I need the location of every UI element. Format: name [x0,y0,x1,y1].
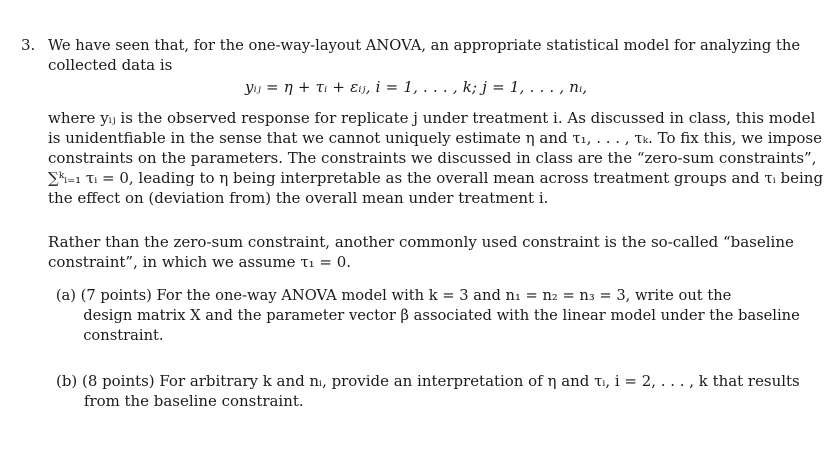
intro-line-2: collected data is [48,56,173,74]
part-a-line: constraint. [83,326,164,344]
paragraph-line: ∑ᵏᵢ₌₁ τᵢ = 0, leading to η being interpretable as the overall mean across treatment groups and τᵢ being [48,169,824,187]
paragraph-line: is unidentfiable in the sense that we cannot uniquely estimate η and τ₁, . . . , τₖ. To fix this, we impose [48,129,822,147]
problem-number: 3. [21,36,36,54]
part-a [48,285,817,345]
paragraph-baseline-constraint [48,232,794,272]
model-equation: yᵢⱼ = η + τᵢ + εᵢⱼ, i = 1, . . . , k; j = 1, . . . , nᵢ, [245,78,588,96]
part-a-line: (a) (7 points) For the one-way ANOVA model with k = 3 and n₁ = n₂ = n₃ = 3, write out the [55,286,732,304]
part-b-line: from the baseline constraint. [83,392,304,410]
paragraph-line: where yᵢⱼ is the observed response for replicate j under treatment i. As discussed in class, this model [48,109,816,127]
part-b [48,371,802,411]
paragraph-line: Rather than the zero-sum constraint, another commonly used constraint is the so-called “baseline [48,233,794,251]
part-a-line: design matrix X and the parameter vector β associated with the linear model under the baseline [83,306,800,324]
paragraph-model-description [48,108,824,208]
paragraph-line: the effect on (deviation from) the overall mean under treatment i. [48,189,549,207]
part-b-line: (b) (8 points) For arbitrary k and nᵢ, provide an interpretation of η and τᵢ, i = 2, . . . , k that results [55,372,800,390]
intro-line-1: We have seen that, for the one-way-layout ANOVA, an appropriate statistical model for analyzing the [48,36,801,54]
paragraph-line: constraint”, in which we assume τ₁ = 0. [48,253,352,271]
paragraph-line: constraints on the parameters. The constraints we discussed in class are the “zero-sum constraints”, [48,149,817,167]
